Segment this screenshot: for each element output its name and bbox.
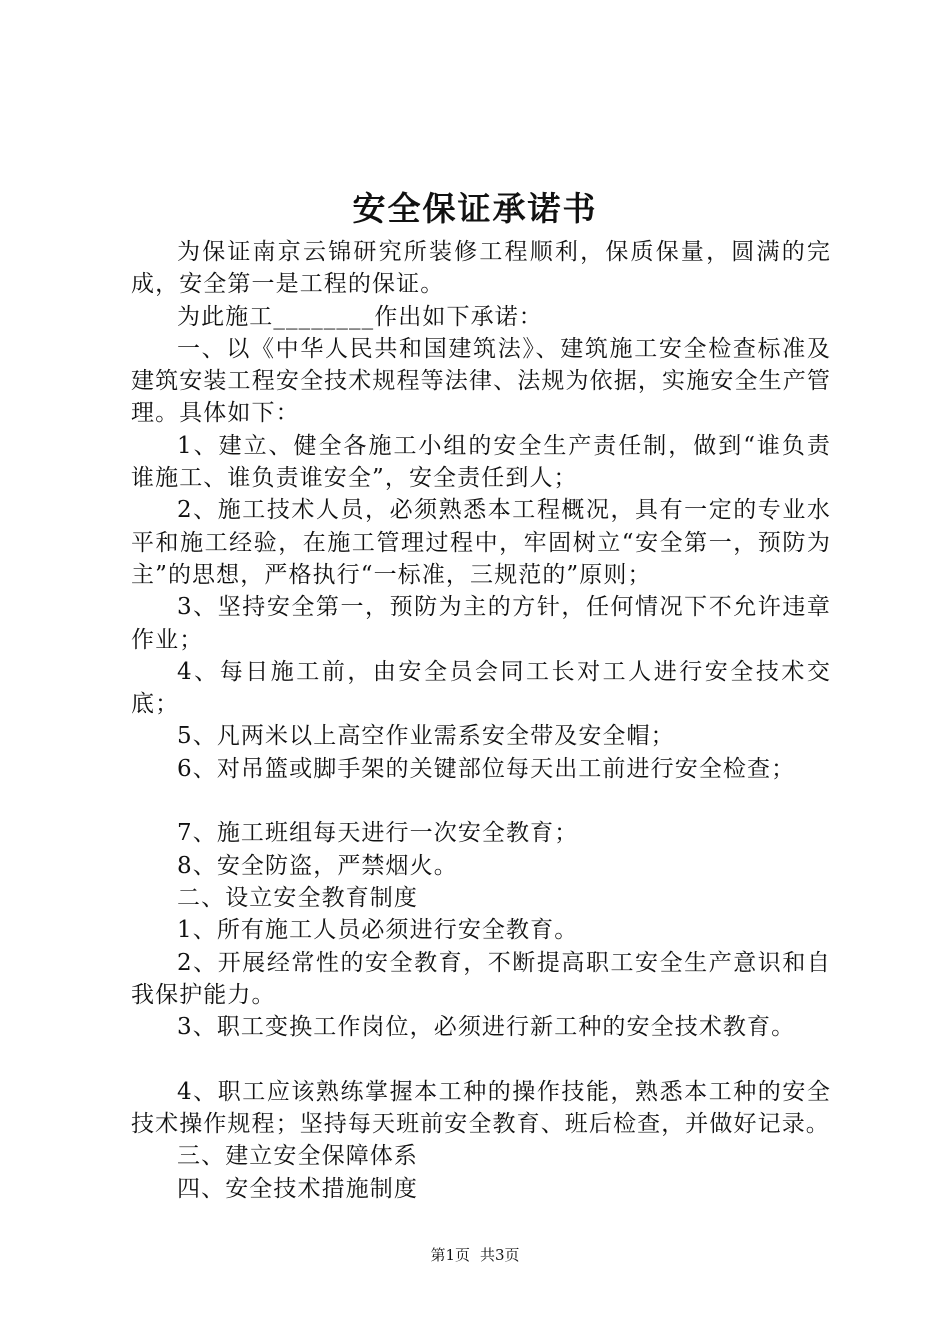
list-item: 8、安全防盗，严禁烟火。 [177,852,458,879]
section-heading-2: 二、设立安全教育制度 [177,884,418,911]
document-title: 安全保证承诺书 [352,189,598,228]
list-item: 3、坚持安全第一，预防为主的方针，任何情况下不允许违章作业； [131,594,831,653]
paragraph-commitment: 为此施工________作出如下承诺： [177,303,543,330]
list-item: 5、凡两米以上高空作业需系安全带及安全帽； [177,723,675,750]
page-total: 共3页 [480,1246,520,1264]
blank-line [131,1043,831,1075]
list-item: 4、职工应该熟练掌握本工种的操作技能，熟悉本工种的安全技术操作规程；坚持每天班前安全教育、班后检查，并做好记录。 [131,1078,831,1138]
page-footer [0,1245,950,1265]
list-item: 4、每日施工前，由安全员会同工长对工人进行安全技术交底； [131,658,831,718]
blank-line [131,785,831,817]
page-number: 第1页 [430,1246,470,1264]
section-heading-3: 三、建立安全保障体系 [177,1143,418,1170]
paragraph-intro: 为保证南京云锦研究所装修工程顺利，保质保量，圆满的完成，安全第一是工程的保证。 [131,239,831,298]
list-item: 6、对吊篮或脚手架的关键部位每天出工前进行安全检查； [177,755,796,782]
list-item: 3、职工变换工作岗位，必须进行新工种的安全技术教育。 [177,1014,796,1041]
list-item: 1、建立、健全各施工小组的安全生产责任制，做到“谁负责谁施工、谁负责谁安全”，安全责任到人； [131,432,831,492]
list-item: 2、开展经常性的安全教育，不断提高职工安全生产意识和自我保护能力。 [131,949,831,1008]
list-item: 1、所有施工人员必须进行安全教育。 [177,917,579,944]
document-body [131,236,831,1205]
section-heading-4: 四、安全技术措施制度 [177,1175,418,1202]
list-item: 7、施工班组每天进行一次安全教育； [177,820,579,847]
list-item: 2、施工技术人员，必须熟悉本工程概况，具有一定的专业水平和施工经验，在施工管理过程中，牢固树立“安全第一，预防为主”的思想，严格执行“一标准，三规范的”原则； [131,497,831,588]
section-heading-1: 一、以《中华人民共和国建筑法》、建筑施工安全检查标准及建筑安装工程安全技术规程等法律、法规为依据，实施安全生产管理。具体如下： [131,335,831,427]
